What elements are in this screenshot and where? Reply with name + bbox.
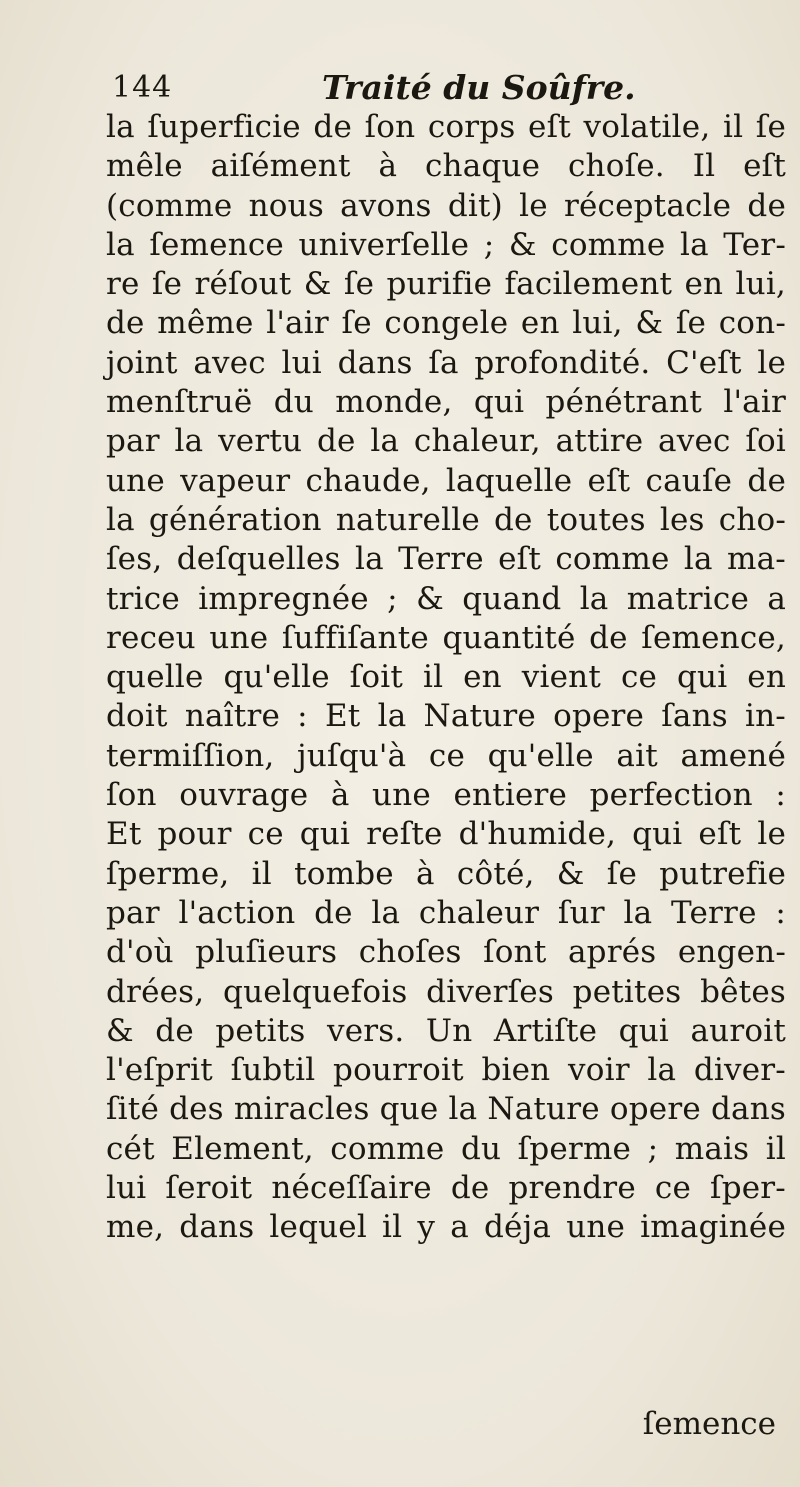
text-line: doit naître : Et la Nature opere ſans in- <box>106 698 786 735</box>
text-line: la ſemence univerſelle ; & comme la Ter- <box>106 226 786 263</box>
text-line: d'où pluſieurs choſes ſont aprés engen- <box>106 934 786 971</box>
text-line: cét Element, comme du ſperme ; mais il <box>106 1130 786 1167</box>
text-line: par l'action de la chaleur ſur la Terre : <box>106 894 786 931</box>
text-line: Et pour ce qui reſte d'humide, qui eſt le <box>106 816 786 853</box>
catchword: ſemence <box>642 1406 776 1442</box>
page-number: 144 <box>112 70 173 105</box>
text-line: mêle aiſément à chaque choſe. Il eſt <box>106 148 786 185</box>
text-line: la ſuperficie de ſon corps eſt volatile, il ſe <box>106 109 786 145</box>
text-line: ſes, deſquelles la Terre eſt comme la ma- <box>106 541 786 578</box>
text-line: ſité des miracles que la Nature opere dans <box>106 1091 786 1128</box>
text-line: lui ſeroit néceſſaire de prendre ce ſper- <box>106 1170 786 1207</box>
text-line: receu une ſuffiſante quantité de ſemence, <box>106 619 786 656</box>
text-line: ſon ouvrage à une entiere perfection : <box>106 777 786 814</box>
text-line: menſtruë du monde, qui pénétrant l'air <box>106 384 786 421</box>
text-line: re ſe réſout & ſe purifie facilement en lui, <box>106 266 786 303</box>
text-line: termiſſion, juſqu'à ce qu'elle ait amené <box>106 737 786 774</box>
text-line: (comme nous avons dit) le réceptacle de <box>106 187 786 224</box>
text-line: une vapeur chaude, laquelle eſt cauſe de <box>106 462 786 499</box>
text-line: & de petits vers. Un Artiſte qui auroit <box>106 1012 786 1049</box>
text-line: de même l'air ſe congele en lui, & ſe con- <box>106 305 786 342</box>
running-head: Traité du Soûfre. <box>322 68 636 107</box>
text-line: quelle qu'elle ſoit il en vient ce qui en <box>106 659 786 696</box>
text-line: ſperme, il tombe à côté, & ſe putrefie <box>106 855 786 892</box>
page-header <box>112 66 772 110</box>
text-line: la génération naturelle de toutes les cho- <box>106 501 786 538</box>
text-line: par la vertu de la chaleur, attire avec ſoi <box>106 423 786 460</box>
body-text <box>106 108 786 1248</box>
text-line: trice impregnée ; & quand la matrice a <box>106 580 786 617</box>
text-line: l'eſprit ſubtil pourroit bien voir la diver- <box>106 1052 786 1089</box>
text-line: drées, quelquefois diverſes petites bêtes <box>106 973 786 1010</box>
text-line: joint avec lui dans ſa profondité. C'eſt le <box>106 344 786 381</box>
text-line: me, dans lequel il y a déja une imaginée <box>106 1209 786 1246</box>
